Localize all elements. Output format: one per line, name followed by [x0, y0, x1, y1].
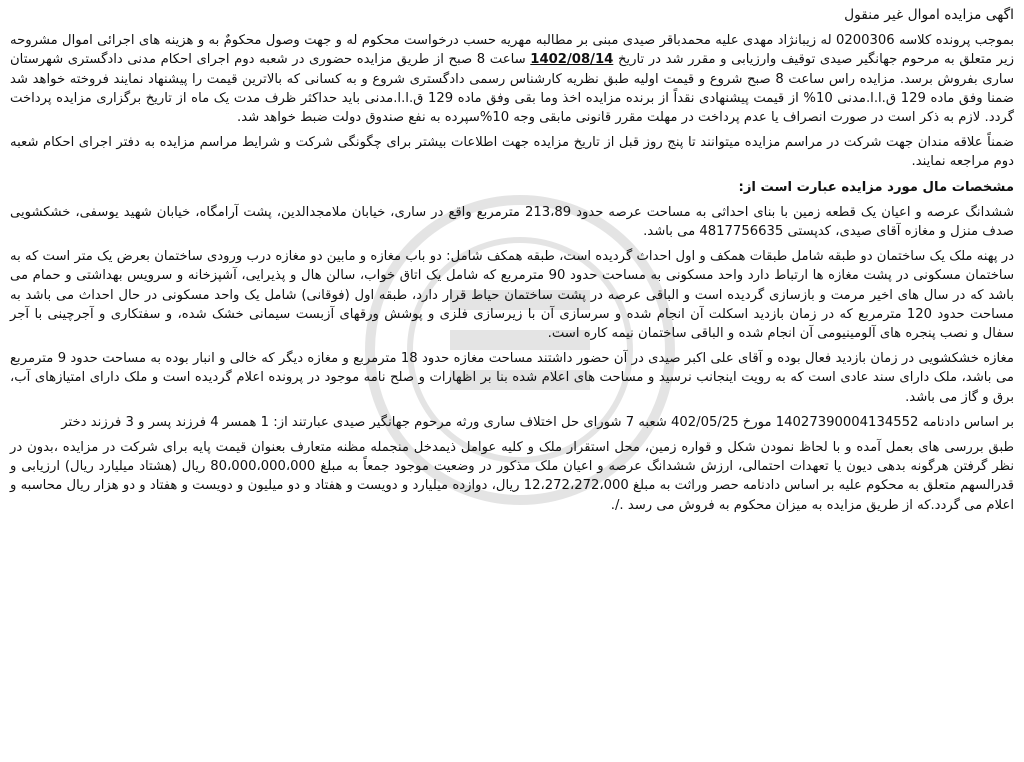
paragraph-property-location: ششدانگ عرصه و اعیان یک قطعه زمین با بنای احداثی به مساحت عرصه حدود 213،89 مترمربع واقع در ساری، خیابان ملامجدالدین، پشت آرامگاه، خیابان شهید یوسفی، خشکشویی صدف منزل و مغازه آقای صیدی، کدپستی 4817756635 می باشد.	[10, 204, 1014, 240]
paragraph-valuation: طبق بررسی های بعمل آمده و با لحاظ نمودن شکل و قواره زمین، محل استقرار ملک و کلیه عوامل ذیمدخل منجمله مظنه متعارف بعنوان قیمت پایه برای شرکت در مزایده ،بدون در نظر گرفتن هرگونه بدهی دیون یا تعهدات احتمالی، ارزش ششدانگ عرصه و اعیان ملک مذکور در وضعیت موجود جمعاً به مبلغ 80،000،000،000 ریال (هشتاد میلیارد ریال) ارزیابی و قدرالسهم متعلق به محکوم علیه بر اساس دادنامه حصر وراثت به مبلغ 12،272،272،000 ریال، دوازده میلیارد و دویست و هفتاد و دو میلیون و دویست و هفتاد و دو هزار ریال محاسبه و اعلام می گردد.که از طریق مزایده به میزان محکوم به فروش می رسد ./.	[10, 440, 1014, 513]
paragraph-shops-description: مغازه خشکشویی در زمان بازدید فعال بوده و آقای علی اکبر صیدی در آن حضور داشتند مساحت مغازه حدود 18 مترمربع و مغازه دیگر که خالی و انبار بوده به مساحت حدود 9 مترمربع می باشد، ملک دارای سند عادی است که به رویت اینجانب نرسید و مساحت های اعلام شده بنا بر اظهارات و صلح نامه موجود در پرونده اعلام گردیده است و ملک دارای امتیازهای آب، برق و گاز می باشد.	[10, 351, 1014, 405]
auction-terms-text: ساعت 8 صبح از طریق مزایده حضوری در شعبه دوم اجرای احکام مدنی دادگستری شهرستان ساری بفروش برسد. مزایده راس ساعت 8 صبح شروع و قیمت اولیه طبق نظریه کارشناس رسمی دادگستری شروع و به کسانی که بالاترین قیمت را پیشنهاد نمایند فروخته خواهد شد ضمنا وفق ماده 129 ق.ا.ا.مدنی 10% از قیمت پیشنهادی نقداً از برنده مزایده اخذ وما بقی وفق ماده 129 ق.ا.ا.مدنی باید حداکثر ظرف مدت یک ماه از تاریخ برگزاری مزایده پرداخت گردد. لازم به ذکر است در صورت انصراف یا عدم پرداخت در مهلت مقرر قانونی مابقی وجه 10%سپرده به نفع صندوق دولت ضبط خواهد شد.	[10, 52, 1014, 126]
paragraph-building-description: در پهنه ملک یک ساختمان دو طبقه شامل طبقات همکف و اول احداث گردیده است، طبقه همکف شامل: دو باب مغازه و مابین دو مغازه درب ورودی ساختمان بعرض یک متر است که به ساختمان مسکونی در پشت مغازه ها ارتباط دارد واحد مسکونی به مساحت حدود 90 مترمربع که شامل یک اتاق خواب، سالن هال و پذیرایی، آشپزخانه و سرویس بهداشتی و حمام می باشد که در سال های اخیر مرمت و بازسازی گردیده است و الباقی عرصه در پشت ساختمان حیاط قرار دارد، طبقه اول (فوقانی) شامل یک واحد مسکونی در حال احداث می باشد به مساحت حدود 120 مترمربع که در زمان بازدید اسکلت آن انجام شده و سرسازی آن با زیرسازی فلزی و پوشش ورقهای آزبست سیمانی خشک شده، و سفتکاری و آجرچینی با آجر سفال و نصب پنجره های آلومینیومی آن انجام شده و الباقی ساختمان نیمه کاره است.	[10, 249, 1014, 342]
auction-notice	[10, 6, 1014, 521]
auction-date: 1402/08/14	[530, 52, 614, 68]
paragraph-heirs: بر اساس دادنامه 14027390004134552 مورخ 402/05/25 شعبه 7 شورای حل اختلاف ساری ورثه مرحوم جهانگیر صیدی عبارتند از: 1 همسر 4 فرزند پسر و 3 فرزند دختر	[61, 414, 1014, 430]
notice-title: اگهی مزایده اموال غیر منقول	[844, 7, 1014, 23]
paragraph-case-details	[10, 31, 1014, 127]
case-details-text: بموجب پرونده کلاسه 0200306 له زیبانژاد مهدی علیه محمدباقر صیدی مبنی بر مطالبه مهریه حسب درخواست محکوم له و جهت وصول محکومٌ به و هزینه های اجرائی اموال مشروحه زیر متعلق به مرحوم جهانگیر صیدی توقیف وارزیابی و مقرر شد در تاریخ	[10, 33, 1014, 68]
paragraph-participation: ضمناً علاقه مندان جهت شرکت در مراسم مزایده میتوانند تا پنج روز قبل از تاریخ مزایده جهت اطلاعات بیشتر برای چگونگی شرکت و شرایط مراسم مزایده به دفتر اجرای احکام شعبه دوم مراجعه نمایند.	[10, 135, 1014, 170]
property-specs-heading: مشخصات مال مورد مزایده عبارت است از:	[738, 179, 1014, 195]
